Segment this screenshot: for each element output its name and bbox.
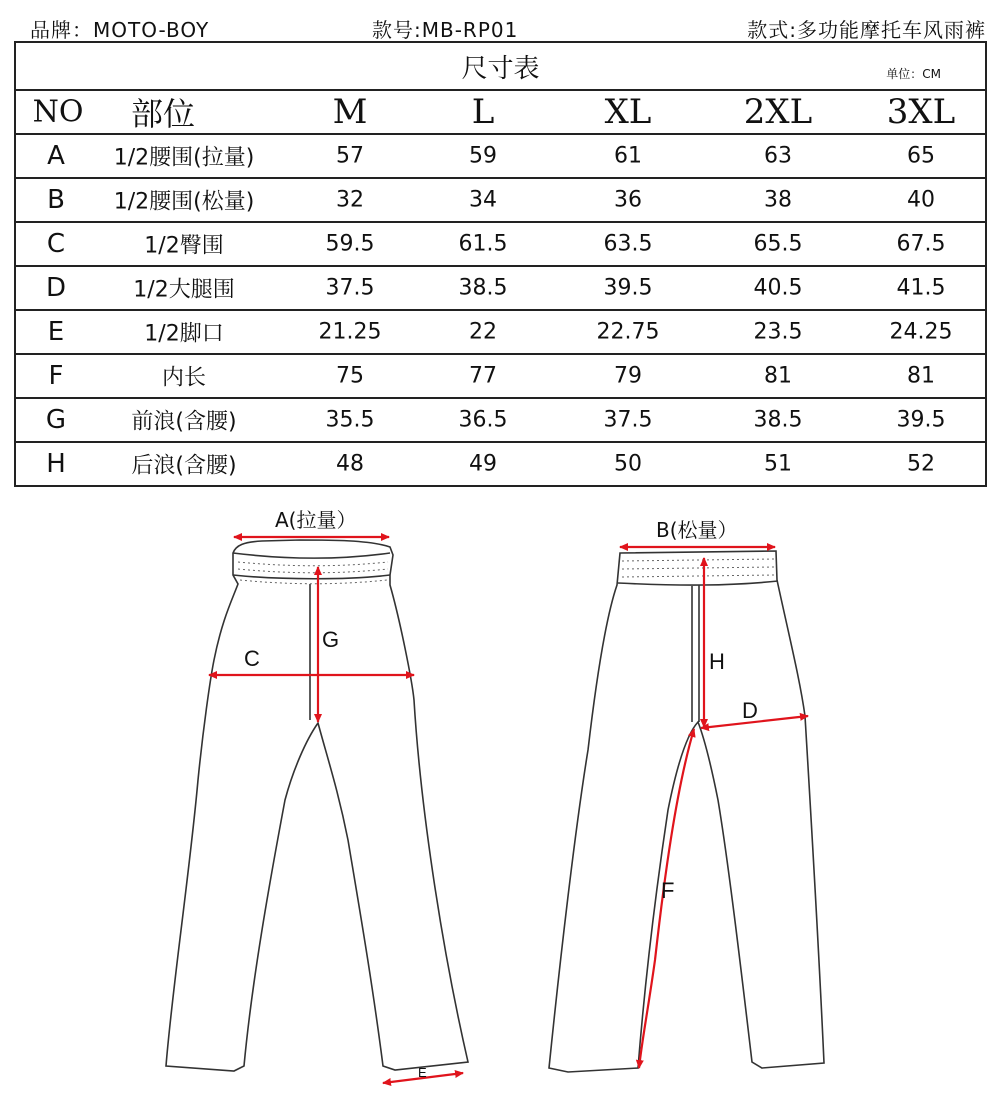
row-part: 前浪(含腰) (131, 409, 237, 435)
pants-diagram (0, 480, 1000, 1106)
row-part: 1/2大腿围 (133, 277, 235, 303)
row-part: 1/2臀围 (144, 233, 224, 259)
label-f: F (661, 878, 675, 903)
value-xl: 22.75 (596, 319, 660, 345)
value-3xl: 40 (907, 187, 935, 213)
value-xl: 37.5 (603, 407, 653, 433)
value-m: 57 (336, 143, 364, 169)
value-xl: 36 (614, 187, 642, 213)
row-code: B (47, 185, 65, 215)
value-m: 32 (336, 187, 364, 213)
value-l: 49 (469, 451, 497, 477)
value-3xl: 41.5 (896, 275, 946, 301)
label-d: D (742, 698, 758, 723)
label-b: B(松量） (656, 518, 738, 542)
size-header-l: L (471, 92, 495, 132)
row-code: A (47, 141, 65, 171)
value-3xl: 65 (907, 143, 935, 169)
col-no-header: NO (32, 94, 84, 130)
col-part-header: 部位 (130, 95, 196, 133)
size-chart-table (14, 41, 987, 487)
table-row (15, 354, 986, 398)
table-row (15, 134, 986, 178)
value-l: 34 (469, 187, 497, 213)
value-2xl: 40.5 (753, 275, 803, 301)
value-2xl: 63 (764, 143, 792, 169)
value-3xl: 52 (907, 451, 935, 477)
value-3xl: 67.5 (896, 231, 946, 257)
value-m: 75 (336, 363, 364, 389)
back-waistband-stitch (622, 559, 775, 577)
row-code: C (46, 229, 66, 259)
value-l: 77 (469, 363, 497, 389)
back-pants-outline (549, 551, 824, 1072)
value-2xl: 38 (764, 187, 792, 213)
brand-label: 品牌：MOTO-BOY (30, 18, 210, 42)
value-2xl: 65.5 (753, 231, 803, 257)
title-row (15, 42, 986, 90)
value-3xl: 39.5 (896, 407, 946, 433)
table-row (15, 398, 986, 442)
value-l: 22 (469, 319, 497, 345)
table-row (15, 178, 986, 222)
value-xl: 39.5 (603, 275, 653, 301)
value-xl: 50 (614, 451, 642, 477)
label-h: H (709, 649, 725, 674)
row-code: H (46, 449, 66, 479)
value-xl: 63.5 (603, 231, 653, 257)
size-header-m: M (332, 92, 368, 132)
row-code: E (47, 317, 65, 347)
label-g: G (322, 627, 340, 652)
row-part: 1/2腰围(拉量) (113, 145, 255, 171)
value-3xl: 81 (907, 363, 935, 389)
row-part: 内长 (161, 365, 207, 391)
label-c: C (244, 646, 260, 671)
value-l: 61.5 (458, 231, 508, 257)
label-a: A(拉量） (275, 508, 357, 532)
table-title: 尺寸表 (461, 53, 540, 84)
value-m: 59.5 (325, 231, 375, 257)
value-3xl: 24.25 (889, 319, 953, 345)
value-2xl: 38.5 (753, 407, 803, 433)
value-m: 21.25 (318, 319, 382, 345)
header-row (15, 90, 986, 134)
label-e: E (418, 1065, 427, 1080)
style-name: 款式:多功能摩托车风雨裤 (747, 18, 986, 42)
unit-label: 单位：CM (886, 67, 941, 81)
row-part: 1/2脚口 (144, 321, 224, 347)
row-part: 1/2腰围(松量) (113, 189, 255, 215)
value-l: 59 (469, 143, 497, 169)
value-l: 36.5 (458, 407, 508, 433)
value-l: 38.5 (458, 275, 508, 301)
size-header-3xl: 3XL (886, 92, 956, 132)
value-xl: 79 (614, 363, 642, 389)
value-2xl: 81 (764, 363, 792, 389)
model-number: 款号:MB-RP01 (372, 18, 519, 42)
value-2xl: 23.5 (753, 319, 803, 345)
front-waistband-stitch (238, 562, 388, 584)
row-part: 后浪(含腰) (131, 453, 237, 479)
value-m: 37.5 (325, 275, 375, 301)
value-2xl: 51 (764, 451, 792, 477)
value-xl: 61 (614, 143, 642, 169)
row-code: F (48, 361, 64, 391)
value-m: 35.5 (325, 407, 375, 433)
measurement-arrows (209, 537, 808, 1083)
size-header-xl: XL (604, 92, 652, 132)
table-row (15, 266, 986, 310)
table-row (15, 310, 986, 354)
size-header-2xl: 2XL (743, 92, 813, 132)
table-row (15, 222, 986, 266)
value-m: 48 (336, 451, 364, 477)
row-code: D (45, 273, 67, 303)
row-code: G (45, 405, 67, 435)
